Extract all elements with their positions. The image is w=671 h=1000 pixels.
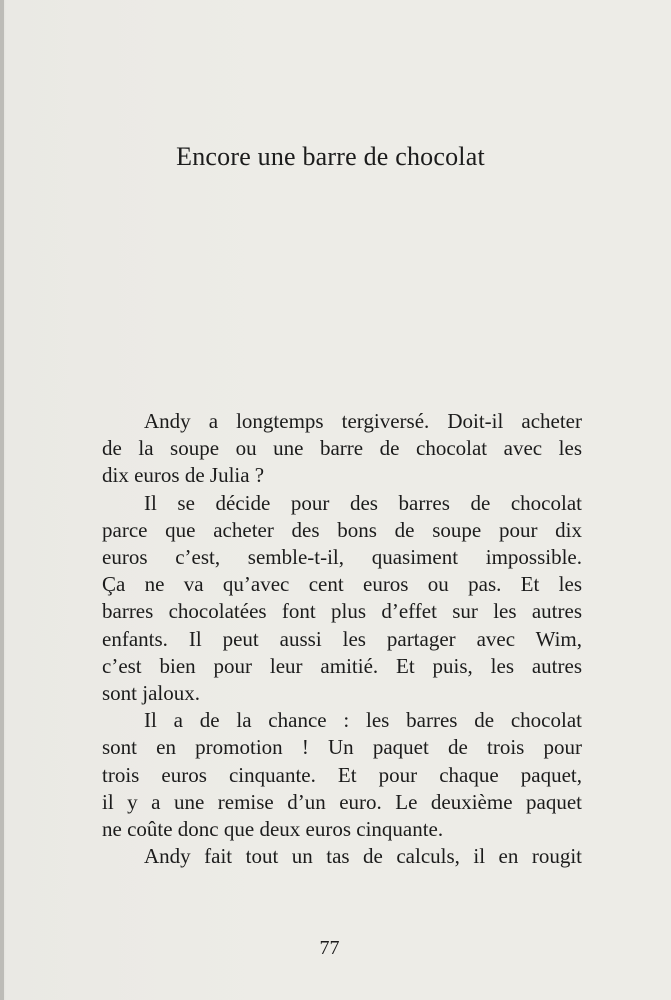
chapter-title: Encore une barre de chocolat xyxy=(176,142,485,171)
text-line: parce que acheter des bons de soupe pour dix xyxy=(102,517,582,542)
text-line: ne coûte donc que deux euros cinquante. xyxy=(102,817,444,842)
body-text xyxy=(102,408,582,870)
text-line: Il a de la chance : les barres de chocolat xyxy=(144,708,582,733)
text-line: Andy fait tout un tas de calculs, il en rougit xyxy=(144,844,582,869)
text-line: il y a une remise d’un euro. Le deuxième paquet xyxy=(102,789,582,814)
text-line: enfants. Il peut aussi les partager avec Wim, xyxy=(102,626,582,651)
page-number: 77 xyxy=(319,937,340,959)
text-line: barres chocolatées font plus d’effet sur les autres xyxy=(102,599,582,624)
text-line: euros c’est, semble-t-il, quasiment impossible. xyxy=(102,545,582,570)
text-line: Il se décide pour des barres de chocolat xyxy=(144,490,582,515)
text-line: sont jaloux. xyxy=(102,681,200,706)
text-line: Andy a longtemps tergiversé. Doit-il acheter xyxy=(144,409,582,433)
text-line: de la soupe ou une barre de chocolat avec les xyxy=(102,436,582,461)
text-line: Ça ne va qu’avec cent euros ou pas. Et les xyxy=(102,572,582,597)
text-line: trois euros cinquante. Et pour chaque paquet, xyxy=(102,762,582,787)
text-line: c’est bien pour leur amitié. Et puis, les autres xyxy=(102,653,582,678)
text-line: dix euros de Julia ? xyxy=(102,463,265,488)
text-line: sont en promotion ! Un paquet de trois pour xyxy=(102,735,582,760)
